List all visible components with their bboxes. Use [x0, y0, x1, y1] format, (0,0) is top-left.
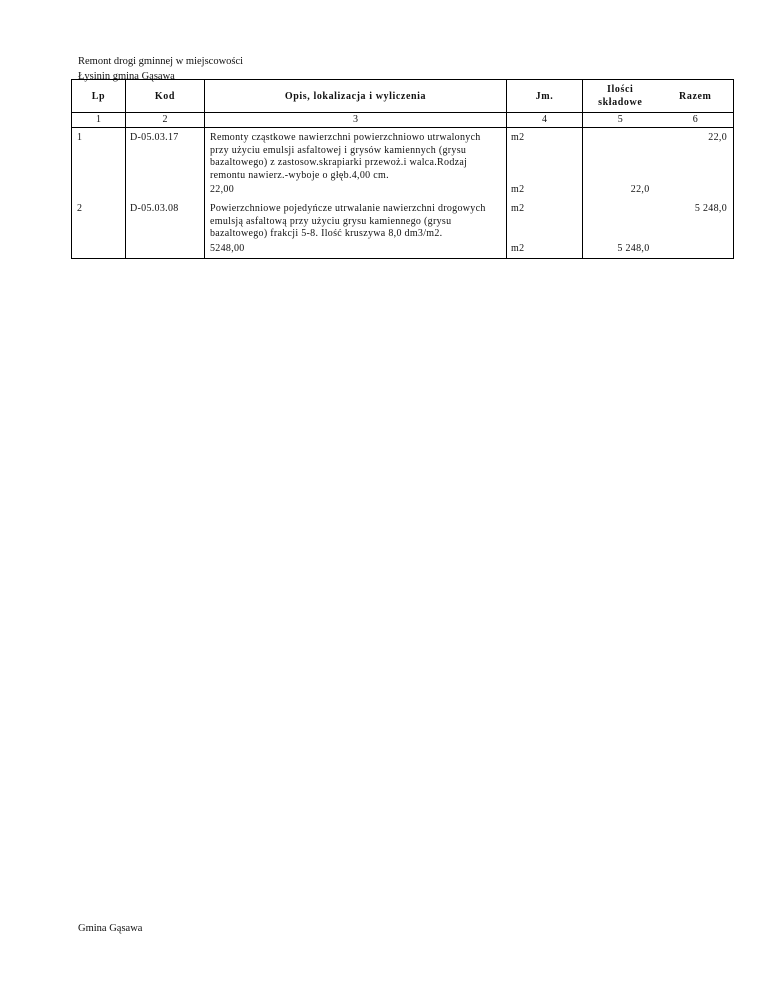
column-number: 2 — [126, 113, 205, 128]
description-line: Remonty cząstkowe nawierzchni powierzchniowo utrwalonych — [210, 132, 481, 143]
calculation-expression: 22,00 — [205, 182, 507, 199]
calculation-row — [72, 182, 734, 199]
item-kod: D-05.03.08 — [126, 199, 205, 241]
column-number: 6 — [658, 113, 734, 128]
calculation-row — [72, 241, 734, 259]
item-lp: 1 — [72, 128, 126, 183]
description-line: bazaltowego) z zastosow.skrapiarki przewoż.i walca.Rodzaj — [210, 157, 468, 168]
column-number-row — [72, 113, 734, 128]
header-ilosci — [583, 80, 658, 113]
item-unit: m2 — [507, 199, 583, 241]
header-jm: Jm. — [507, 80, 583, 113]
table-header-row — [72, 80, 734, 113]
calculation-expression: 5248,00 — [205, 241, 507, 259]
item-lp: 2 — [72, 199, 126, 241]
description-line: bazaltowego) frakcji 5-8. Ilość kruszywa 8,0 dm3/m2. — [210, 228, 443, 239]
header-kod: Kod — [126, 80, 205, 113]
header-lp: Lp — [72, 80, 126, 113]
description-line: remontu nawierz.-wyboje o głęb.4,00 cm. — [210, 169, 389, 181]
header-opis: Opis, lokalizacja i wyliczenia — [205, 80, 507, 113]
item-unit: m2 — [507, 128, 583, 183]
column-number: 5 — [583, 113, 658, 128]
column-number: 4 — [507, 113, 583, 128]
header-razem: Razem — [658, 80, 734, 113]
table-row — [72, 128, 734, 183]
header-title-line2: Łysinin gmina Gąsawa — [78, 71, 175, 82]
header-ilosci-line2: składowe — [598, 97, 643, 108]
header-ilosci-line1: Ilości — [607, 84, 634, 95]
calculation-quantity: 5 248,0 — [583, 241, 658, 259]
description-line: przy użyciu emulsji asfaltowej i grysów kamiennych (grysu — [210, 144, 467, 156]
item-kod: D-05.03.17 — [126, 128, 205, 183]
item-quantity-parts — [583, 199, 658, 241]
item-quantity-parts — [583, 128, 658, 183]
calculation-quantity: 22,0 — [630, 184, 650, 195]
calculation-unit: m2 — [507, 182, 583, 199]
item-total: 22,0 — [658, 128, 734, 183]
description-line: Powierzchniowe pojedyńcze utrwalanie nawierzchni drogowych — [210, 203, 486, 214]
calculation-unit: m2 — [507, 241, 583, 259]
item-description — [205, 199, 507, 241]
column-number: 3 — [205, 113, 507, 128]
header-title-line1: Remont drogi gminnej w miejscowości — [78, 56, 244, 67]
item-description — [205, 128, 507, 183]
page-footer: Gmina Gąsawa — [78, 923, 143, 934]
table-row — [72, 199, 734, 241]
item-total: 5 248,0 — [658, 199, 734, 241]
column-number: 1 — [72, 113, 126, 128]
description-line: emulsją asfaltową przy użyciu grysu kamiennego (grysu — [210, 215, 452, 227]
cost-estimate-table — [71, 79, 734, 259]
